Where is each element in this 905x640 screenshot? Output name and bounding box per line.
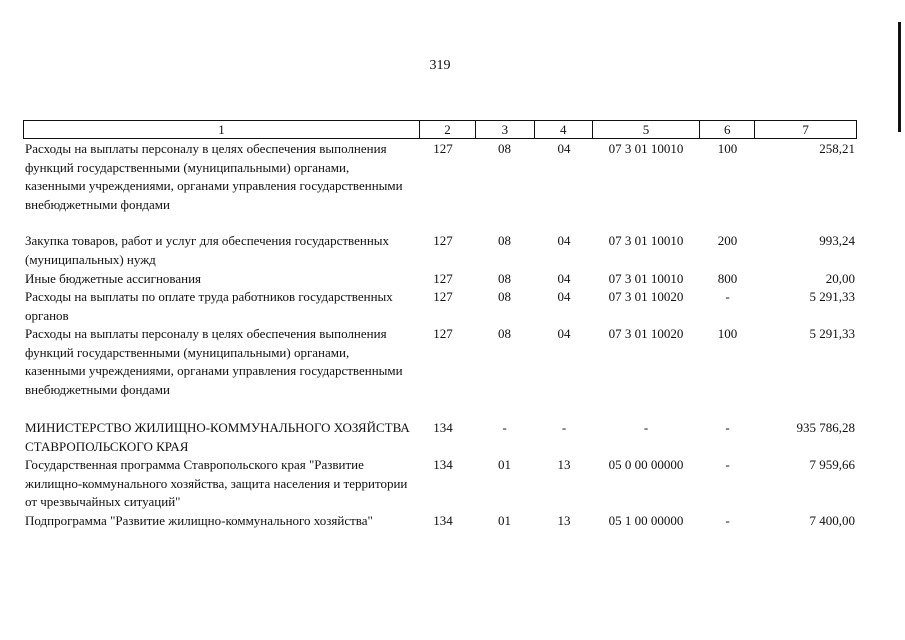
table-row xyxy=(23,140,857,214)
row-name: Расходы на выплаты по оплате труда работников государственных органов xyxy=(25,289,393,323)
row-csr: 05 1 00 00000 xyxy=(608,513,684,528)
row-pr: 04 xyxy=(557,326,571,341)
row-name: Государственная программа Ставропольского края "Развитие жилищно-коммунального хозяйства, защита населения и территории от чрезвычайных ситуаций" xyxy=(25,457,408,509)
table-row xyxy=(23,419,857,456)
row-rz: 01 xyxy=(498,457,511,472)
row-name: Расходы на выплаты персоналу в целях обеспечения выполнения функций государственными (муниципальными) органами, казенными учреждениями, органами управления государственными внебюджетными фондами xyxy=(25,141,403,212)
row-sum: 5 291,33 xyxy=(809,326,855,341)
row-vr: 800 xyxy=(717,271,738,286)
row-pr: 04 xyxy=(557,289,571,304)
row-vr: 200 xyxy=(717,233,738,248)
row-sum: 258,21 xyxy=(819,141,855,156)
row-sum: 5 291,33 xyxy=(809,289,855,304)
row-vr: - xyxy=(725,457,730,472)
row-pr: - xyxy=(561,420,567,435)
row-ved: 127 xyxy=(433,141,453,156)
table-header xyxy=(23,120,857,139)
row-ved: 134 xyxy=(433,513,453,528)
row-name: Иные бюджетные ассигнования xyxy=(25,271,202,286)
row-csr: - xyxy=(643,420,649,435)
row-rz: 08 xyxy=(498,233,511,248)
row-ved: 127 xyxy=(433,289,453,304)
row-sum: 7 400,00 xyxy=(809,513,855,528)
row-name: Подпрограмма "Развитие жилищно-коммунального хозяйства" xyxy=(25,513,373,528)
row-ved: 127 xyxy=(433,271,453,286)
row-name: Закупка товаров, работ и услуг для обеспечения государственных (муниципальных) нужд xyxy=(25,233,390,267)
row-pr: 13 xyxy=(557,513,571,528)
row-csr: 07 3 01 10020 xyxy=(608,289,684,304)
row-name: МИНИСТЕРСТВО ЖИЛИЩНО-КОММУНАЛЬНОГО ХОЗЯЙСТВА СТАВРОПОЛЬСКОГО КРАЯ xyxy=(25,420,410,454)
row-vr: 100 xyxy=(717,326,738,341)
margin-bar xyxy=(898,22,901,132)
row-sum: 7 959,66 xyxy=(809,457,855,472)
row-rz: 08 xyxy=(498,271,511,286)
row-rz: 08 xyxy=(498,289,511,304)
header-col-6: 6 xyxy=(699,121,754,138)
row-ved: 127 xyxy=(433,326,453,341)
header-col-2: 2 xyxy=(419,121,475,138)
row-name: Расходы на выплаты персоналу в целях обеспечения выполнения функций государственными (муниципальными) органами, казенными учреждениями, органами управления государственными внебюджетными фондами xyxy=(25,326,403,397)
row-vr: - xyxy=(725,513,730,528)
row-sum: 993,24 xyxy=(819,233,855,248)
header-col-3: 3 xyxy=(475,121,534,138)
row-ved: 134 xyxy=(433,457,453,472)
table-row xyxy=(23,288,857,325)
row-rz: - xyxy=(502,420,507,435)
row-ved: 127 xyxy=(433,233,453,248)
page-number: 319 xyxy=(429,58,451,73)
header-col-7: 7 xyxy=(754,121,856,138)
row-rz: 08 xyxy=(498,141,511,156)
row-sum: 20,00 xyxy=(825,271,855,286)
row-pr: 04 xyxy=(557,141,571,156)
row-sum: 935 786,28 xyxy=(796,420,855,435)
row-pr: 13 xyxy=(557,457,571,472)
row-csr: 07 3 01 10010 xyxy=(608,141,684,156)
row-csr: 05 0 00 00000 xyxy=(608,457,684,472)
row-pr: 04 xyxy=(557,233,571,248)
header-col-5: 5 xyxy=(592,121,700,138)
table-row xyxy=(23,270,857,289)
row-rz: 01 xyxy=(498,513,511,528)
table-row xyxy=(23,325,857,399)
row-csr: 07 3 01 10010 xyxy=(608,271,684,286)
row-pr: 04 xyxy=(557,271,571,286)
table-row xyxy=(23,232,857,269)
row-csr: 07 3 01 10010 xyxy=(608,233,684,248)
row-csr: 07 3 01 10020 xyxy=(608,326,684,341)
row-vr: - xyxy=(725,289,730,304)
row-vr: 100 xyxy=(717,141,738,156)
row-vr: - xyxy=(725,420,730,435)
table-row xyxy=(23,456,857,512)
row-ved: 134 xyxy=(433,420,453,435)
table-row xyxy=(23,512,857,531)
header-col-1: 1 xyxy=(218,122,225,137)
header-col-4: 4 xyxy=(534,121,592,138)
row-rz: 08 xyxy=(498,326,511,341)
